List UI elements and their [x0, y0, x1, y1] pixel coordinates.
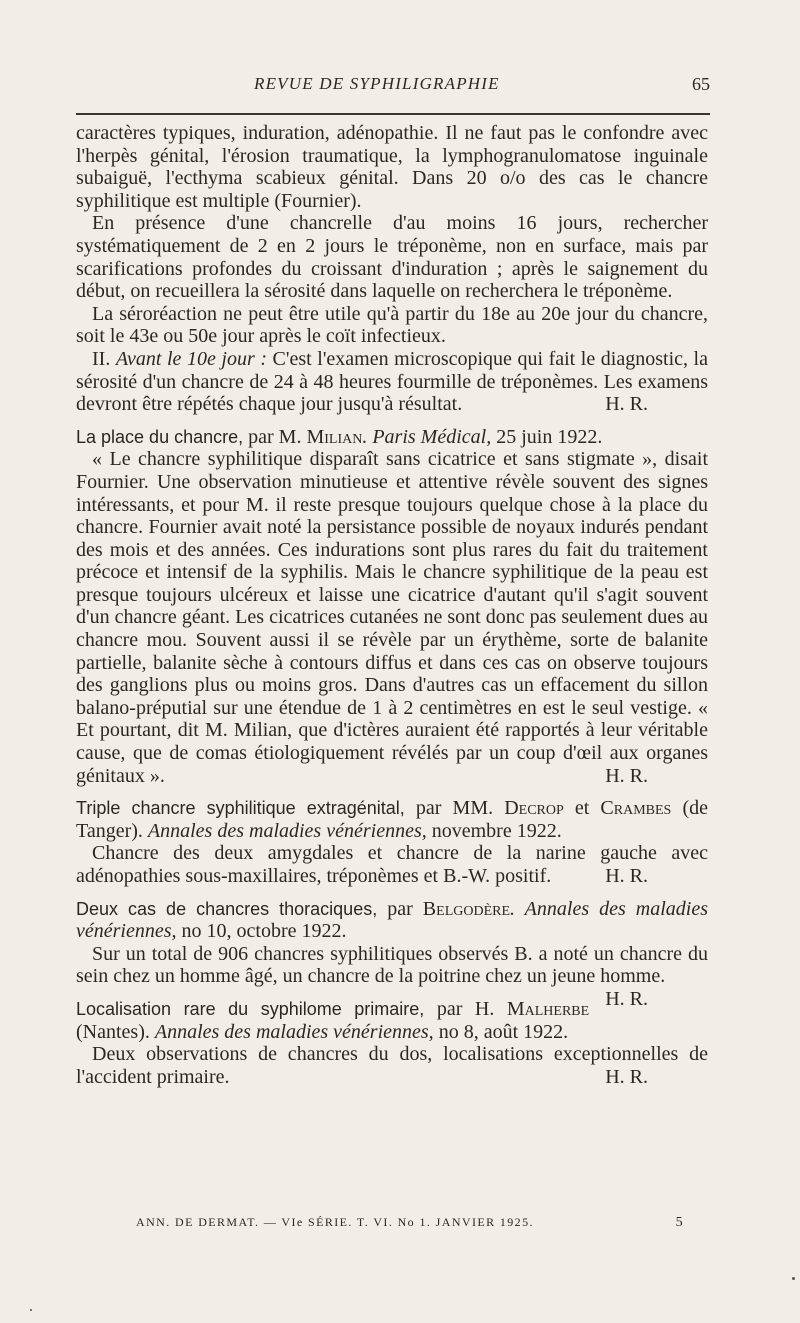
signature-number: 5 — [675, 1215, 684, 1230]
review-date: no 10, octobre 1922. — [176, 920, 347, 943]
review-author: Crambes — [600, 797, 672, 820]
review-body — [76, 842, 708, 887]
paragraph: caractères typiques, induration, adénopathie. Il ne faut pas le confondre avec l'herpès génital, l'érosion traumatique, la lymphogranulomatose inguinale subaiguë, l'ecthyma scabieux génital. Dans 20 o/o des cas le chancre syphilitique est multiple (Fournier). — [76, 122, 708, 212]
paragraph — [76, 348, 708, 416]
header-rule — [76, 113, 710, 115]
review-by: par — [377, 897, 423, 920]
page-number: 65 — [692, 74, 710, 94]
review-journal: Annales des maladies vénériennes, — [154, 1020, 434, 1043]
review-body — [76, 448, 708, 787]
review-body-text: Deux observations de chancres du dos, localisations exceptionnelles de l'accident primaire. — [76, 1043, 708, 1088]
signature: H. R. — [605, 865, 648, 887]
review-author: Malherbe — [506, 997, 590, 1020]
paragraph-text: C'est l'examen microscopique qui fait le diagnostic, la sérosité d'un chancre de 24 à 48 heures fourmille de tréponèmes. Les examens devront être répétés chaque jour jusqu'à résultat. — [76, 347, 708, 416]
review-date: 25 juin 1922. — [491, 425, 603, 448]
review-by: par M. — [243, 425, 307, 448]
review-item — [76, 426, 708, 788]
review-title: Localisation rare du syphilome primaire, — [76, 998, 425, 1019]
review-author-join: et — [563, 797, 601, 820]
signature: H. R. — [605, 1065, 648, 1088]
signature: H. R. — [605, 393, 648, 416]
review-date: no 8, août 1922. — [433, 1020, 569, 1043]
scan-speck — [792, 1277, 795, 1280]
review-title: Triple chancre syphilitique extragénital, — [76, 798, 405, 819]
review-heading — [76, 898, 708, 943]
paragraph: En présence d'une chancrelle d'au moins 16 jours, rechercher systématiquement de 2 en 2 jours le tréponème, non en surface, mais par scarifications profondes du croissant d'induration ; après le saignement du début, on recueillera la sérosité dans laquelle on recherchera le tréponème. — [76, 212, 708, 303]
running-head — [76, 74, 710, 100]
review-body-text: Chancre des deux amygdales et chancre de la narine gauche avec adénopathies sous-maxillaires, tréponèmes et B.-W. positif. — [76, 842, 708, 887]
review-item — [76, 797, 708, 887]
review-by: par MM. — [404, 797, 505, 820]
review-title: La place du chancre, — [76, 426, 244, 447]
review-heading — [76, 797, 708, 842]
review-heading — [76, 426, 708, 449]
signature: H. R. — [605, 764, 648, 787]
review-item — [76, 998, 708, 1088]
section-heading: Avant le 10e jour : — [115, 347, 267, 370]
review-author: Milian — [306, 425, 363, 448]
review-location: (de Tanger). — [76, 797, 708, 842]
signature: H. R. — [605, 987, 648, 1010]
review-journal: . Annales des maladies vénériennes, — [76, 897, 709, 943]
body-text — [76, 122, 708, 1088]
review-journal: . Paris Médical, — [362, 425, 492, 448]
section-number: II. — [92, 347, 116, 370]
paragraph: La séroréaction ne peut être utile qu'à partir du 18e au 20e jour du chancre, soit le 43e ou 50e jour après le coït infectieux. — [76, 302, 708, 348]
review-body — [76, 1043, 708, 1088]
review-date: novembre 1922. — [426, 819, 562, 842]
review-author: Belgodère — [422, 897, 511, 920]
review-title: Deux cas de chancres thoraciques, — [76, 898, 378, 919]
review-journal: Annales des maladies vénériennes, — [147, 819, 427, 842]
review-by: par H. — [424, 997, 507, 1020]
review-body-text: « Le chancre syphilitique disparaît sans cicatrice et sans stigmate », disait Fournier. Une observation minutieuse et attentive révèle souvent des signes intéressants, et pour M. il reste presque toujours quelque chose à la place du chancre. Fournier avait noté la persistance possible de noyaux indurés pendant des mois et des années. Ces indurations sont plus rares du fait du traitement précoce et intensif de la syphilis. Mais le chancre syphilitique de la peau est presque toujours ulcéreux et laisse une cicatrice d'autant qu'il s'agit souvent d'un chancre géant. Les cicatrices cutanées ne sont donc pas seulement dues au chancre mou. Souvent aussi il se révèle par un érythème, sorte de balanite partielle, balanite sèche à contours diffus et dans ces cas on observe toujours des ganglions plus ou moins gros. Dans d'autres cas un effacement du sillon balano-préputial sur une étendue de 1 à 2 centimètres en est le seul vestige. « Et pourtant, dit M. Milian, que d'ictères auraient été rapportés à leur véritable cause, que de comas étiologiquement révélés par un coup d'œil aux organes génitaux ». — [76, 448, 708, 787]
review-location: (Nantes). — [76, 1020, 155, 1043]
page-footer — [76, 1215, 710, 1235]
footer-citation: ANN. DE DERMAT. — VIe SÉRIE. T. VI. No 1. JANVIER 1925. — [136, 1215, 534, 1229]
review-body-text: Sur un total de 906 chancres syphilitiques observés B. a noté un chancre du sein chez un homme âgé, un chancre de la poitrine chez un jeune homme. — [76, 942, 708, 988]
scan-speck — [30, 1309, 32, 1311]
running-title: REVUE DE SYPHILIGRAPHIE — [254, 74, 500, 93]
review-author: Decrop — [504, 797, 564, 820]
